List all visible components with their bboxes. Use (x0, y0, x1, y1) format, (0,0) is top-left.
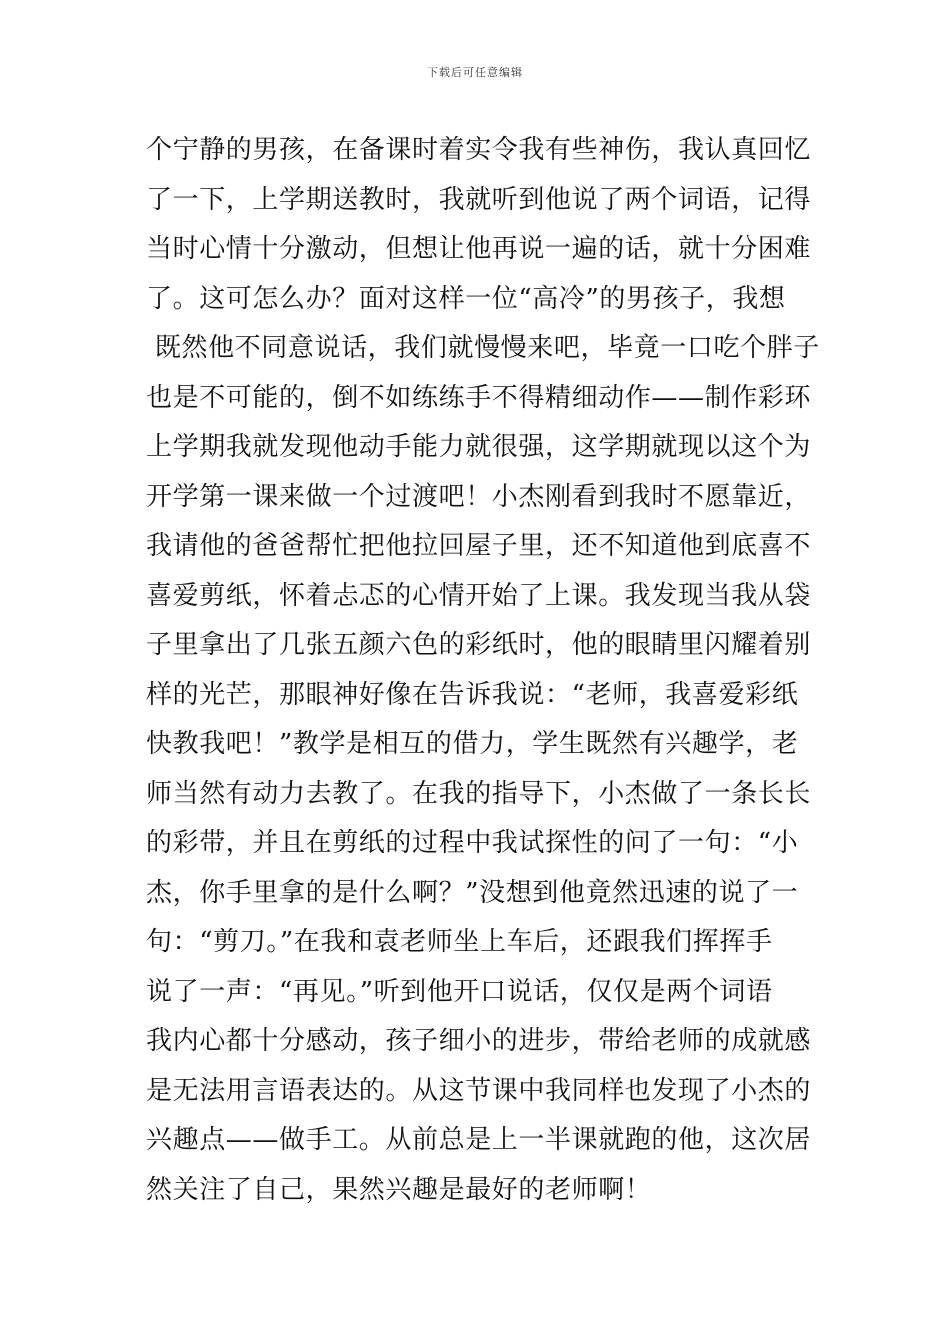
text-line: 师当然有动力去教了。在我的指导下，小杰做了一条长长 (146, 778, 812, 809)
text-line: 说了一声：“再见。”听到他开口说话，仅仅是两个词语 (146, 976, 773, 1007)
text-line: 杰，你手里拿的是什么啊？”没想到他竟然迅速的说了一 (146, 877, 799, 908)
text-line: 然关注了自己，果然兴趣是最好的老师啊！ (146, 1174, 652, 1205)
text-line: 当时心情十分激动，但想让他再说一遍的话，就十分困难 (146, 234, 812, 264)
text-line: 兴趣点——做手工。从前总是上一半课就跑的他，这次居 (146, 1125, 812, 1155)
text-line: 既然他不同意说话，我们就慢慢来吧，毕竟一口吃个胖子 (146, 333, 820, 363)
body-text (146, 126, 820, 1215)
text-line: 样的光芒，那眼神好像在告诉我说：“老师，我喜爱彩纸 (146, 679, 799, 710)
text-line: 我内心都十分感动，孩子细小的进步，带给老师的成就感 (146, 1026, 812, 1056)
text-line: 了一下，上学期送教时，我就听到他说了两个词语，记得 (146, 184, 812, 215)
text-line: 我请他的爸爸帮忙把他拉回屋子里，还不知道他到底喜不 (146, 531, 812, 561)
text-line: 上学期我就发现他动手能力就很强，这学期就现以这个为 (146, 432, 812, 462)
text-line: 的彩带，并且在剪纸的过程中我试探性的问了一句：“小 (146, 828, 799, 858)
text-line: 快教我吧！”教学是相互的借力，学生既然有兴趣学，老 (146, 729, 799, 759)
text-line: 句：“剪刀。”在我和袁老师坐上车后，还跟我们挥挥手 (146, 927, 773, 957)
text-line: 了。这可怎么办？面对这样一位“高冷”的男孩子，我想 (146, 283, 786, 314)
header-note: 下载后可任意编辑 (427, 66, 523, 79)
text-line: 子里拿出了几张五颜六色的彩纸时，他的眼睛里闪耀着别 (146, 630, 812, 660)
text-line: 个宁静的男孩，在备课时着实令我有些神伤，我认真回忆 (146, 135, 812, 165)
text-line: 也是不可能的，倒不如练练手不得精细动作——制作彩环 (146, 382, 812, 413)
text-line: 喜爱剪纸，怀着忐忑的心情开始了上课。我发现当我从袋 (146, 580, 812, 611)
text-line: 开学第一课来做一个过渡吧！小杰刚看到我时不愿靠近， (146, 481, 812, 512)
text-line: 是无法用言语表达的。从这节课中我同样也发现了小杰的 (146, 1075, 812, 1106)
